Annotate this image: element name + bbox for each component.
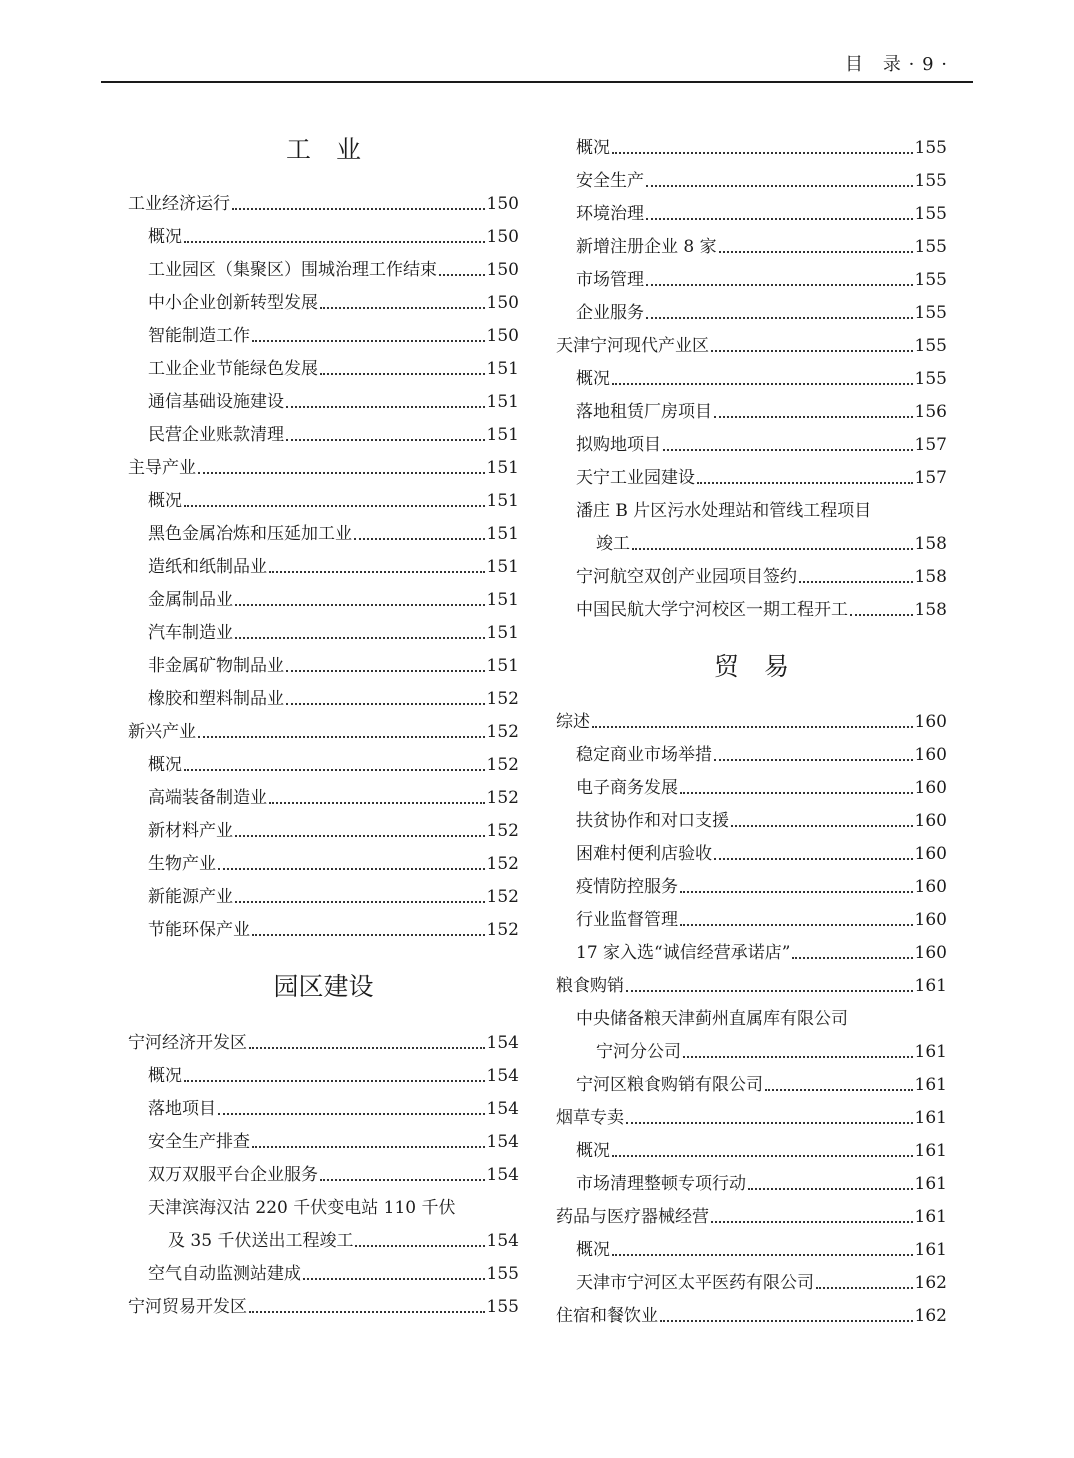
toc-entry[interactable] (556, 330, 947, 363)
page-number: 157 (914, 468, 947, 488)
entry-title: 天津宁河现代产业区 (556, 336, 709, 356)
dot-leader (719, 251, 913, 253)
page-number: 160 (914, 811, 947, 831)
dot-leader (626, 1122, 913, 1124)
dot-leader (232, 208, 485, 210)
toc-entry[interactable] (556, 396, 947, 429)
dot-leader (714, 858, 913, 860)
page-number: 155 (914, 237, 947, 257)
dot-leader (354, 538, 485, 540)
dot-leader (632, 548, 913, 550)
dot-leader (286, 703, 485, 705)
dot-leader (799, 581, 913, 583)
entry-title: 安全生产 (576, 171, 644, 191)
dot-leader (252, 934, 485, 936)
entry-title: 黑色金属冶炼和压延加工业 (148, 524, 352, 544)
toc-entry[interactable] (128, 782, 519, 815)
entry-title: 宁河航空双创产业园项目签约 (576, 567, 797, 587)
dot-leader (680, 891, 913, 893)
page-number: 154 (486, 1033, 519, 1053)
page-number: 155 (914, 171, 947, 191)
entry-title: 高端装备制造业 (148, 788, 267, 808)
page-number: 155 (914, 204, 947, 224)
page-number: 160 (914, 745, 947, 765)
toc-entry[interactable] (556, 297, 947, 330)
dot-leader (711, 350, 913, 352)
toc-entry[interactable] (556, 805, 947, 838)
entry-title: 新材料产业 (148, 821, 233, 841)
toc-entry[interactable] (556, 594, 947, 627)
toc-entry[interactable] (128, 1027, 519, 1060)
page-number: 150 (486, 260, 519, 280)
dot-leader (816, 1287, 913, 1289)
page-number: 152 (486, 689, 519, 709)
dot-leader (646, 317, 913, 319)
toc-entry[interactable] (128, 815, 519, 848)
page-number: 151 (486, 491, 519, 511)
page-number: 160 (914, 712, 947, 732)
toc-entry[interactable] (128, 452, 519, 485)
page-number: 154 (486, 1132, 519, 1152)
dot-leader (663, 449, 913, 451)
entry-title: 概况 (148, 227, 182, 247)
page-number: 154 (486, 1099, 519, 1119)
dot-leader (646, 185, 913, 187)
page-number: 150 (486, 293, 519, 313)
toc-entry[interactable] (128, 1093, 519, 1126)
dot-leader (355, 1245, 484, 1247)
page-number: 150 (486, 194, 519, 214)
toc-entry[interactable] (556, 429, 947, 462)
toc-entry[interactable] (556, 231, 947, 264)
page-number: 151 (486, 590, 519, 610)
entry-title: 生物产业 (148, 854, 216, 874)
entry-title: 环境治理 (576, 204, 644, 224)
dot-leader (235, 637, 485, 639)
entry-title: 概况 (576, 1240, 610, 1260)
dot-leader (765, 1089, 913, 1091)
toc-entry[interactable] (556, 1069, 947, 1102)
section-heading: 工 业 (285, 135, 361, 164)
toc-entry[interactable] (128, 914, 519, 947)
page-number: 160 (914, 844, 947, 864)
entry-title: 金属制品业 (148, 590, 233, 610)
entry-title: 智能制造工作 (148, 326, 250, 346)
entry-title: 造纸和纸制品业 (148, 557, 267, 577)
toc-entry[interactable] (128, 1225, 519, 1258)
entry-title: 工业园区（集聚区）围城治理工作结束 (148, 260, 437, 280)
entry-title: 拟购地项目 (576, 435, 661, 455)
dot-leader (612, 152, 913, 154)
page-number: 155 (914, 138, 947, 158)
dot-leader (714, 416, 913, 418)
page-number: 155 (486, 1297, 519, 1317)
entry-title: 综述 (556, 712, 590, 732)
page-number: 151 (486, 359, 519, 379)
page-number: 157 (914, 435, 947, 455)
page-number: 156 (914, 402, 947, 422)
dot-leader (439, 274, 485, 276)
toc-entry[interactable] (556, 970, 947, 1003)
entry-title: 天津滨海汉沽 220 千伏变电站 110 千伏 (148, 1198, 456, 1218)
dot-leader (303, 1278, 485, 1280)
entry-title: 潘庄 B 片区污水处理站和管线工程项目 (576, 501, 872, 521)
entry-title: 概况 (148, 1066, 182, 1086)
page-number: 152 (486, 854, 519, 874)
toc-entry[interactable] (128, 617, 519, 650)
toc-entry[interactable] (556, 838, 947, 871)
dot-leader (218, 868, 485, 870)
toc-entry[interactable] (128, 551, 519, 584)
toc-entry[interactable] (128, 254, 519, 287)
dot-leader (714, 759, 913, 761)
toc-entry[interactable] (128, 1126, 519, 1159)
page-number: 155 (914, 303, 947, 323)
toc-entry[interactable] (556, 706, 947, 739)
toc-entry[interactable] (556, 264, 947, 297)
entry-title: 新增注册企业 8 家 (576, 237, 717, 257)
entry-title: 市场清理整顿专项行动 (576, 1174, 746, 1194)
entry-title: 双万双服平台企业服务 (148, 1165, 318, 1185)
page-number: 155 (914, 270, 947, 290)
toc-entry[interactable] (128, 584, 519, 617)
toc-entry[interactable] (128, 1291, 519, 1324)
entry-title: 概况 (148, 491, 182, 511)
entry-title: 企业服务 (576, 303, 644, 323)
dot-leader (660, 1320, 913, 1322)
toc-entry[interactable] (556, 363, 947, 396)
entry-title: 困难村便利店验收 (576, 844, 712, 864)
page-number: 152 (486, 755, 519, 775)
toc-entry[interactable] (128, 485, 519, 518)
page-number: 160 (914, 943, 947, 963)
entry-title: 落地项目 (148, 1099, 216, 1119)
entry-title: 扶贫协作和对口支援 (576, 811, 729, 831)
entry-title: 宁河分公司 (596, 1042, 681, 1062)
toc-entry[interactable] (556, 1036, 947, 1069)
page-number: 161 (914, 976, 947, 996)
toc-entry[interactable] (128, 1060, 519, 1093)
toc-entry[interactable] (556, 1003, 947, 1036)
toc-entry[interactable] (128, 386, 519, 419)
toc-entry[interactable] (556, 561, 947, 594)
toc-entry[interactable] (128, 1192, 519, 1225)
toc-entry[interactable] (556, 937, 947, 970)
page-number: 161 (914, 1075, 947, 1095)
toc-entry[interactable] (556, 1201, 947, 1234)
dot-leader (235, 604, 485, 606)
entry-title: 新兴产业 (128, 722, 196, 742)
dot-leader (184, 505, 485, 507)
dot-leader (592, 726, 913, 728)
page-number: 160 (914, 877, 947, 897)
toc-entry[interactable] (128, 320, 519, 353)
toc-entry[interactable] (128, 188, 519, 221)
page-number: 152 (486, 887, 519, 907)
dot-leader (680, 792, 913, 794)
entry-title: 天宁工业园建设 (576, 468, 695, 488)
entry-title: 汽车制造业 (148, 623, 233, 643)
entry-title: 落地租赁厂房项目 (576, 402, 712, 422)
dot-leader (198, 736, 485, 738)
page-number: 152 (486, 821, 519, 841)
toc-entry[interactable] (128, 419, 519, 452)
page-number: 152 (486, 722, 519, 742)
dot-leader (612, 1254, 913, 1256)
toc-entry[interactable] (128, 1258, 519, 1291)
page-number: 150 (486, 326, 519, 346)
dot-leader (320, 1179, 485, 1181)
toc-entry[interactable] (556, 1168, 947, 1201)
dot-leader (235, 901, 485, 903)
dot-leader (252, 340, 485, 342)
toc-entry[interactable] (128, 353, 519, 386)
toc-entry[interactable] (556, 528, 947, 561)
page-number: 162 (914, 1273, 947, 1293)
toc-entry[interactable] (128, 650, 519, 683)
dot-leader (612, 383, 913, 385)
page-number: 150 (486, 227, 519, 247)
entry-title: 粮食购销 (556, 976, 624, 996)
page-number: 154 (486, 1231, 519, 1251)
entry-title: 工业企业节能绿色发展 (148, 359, 318, 379)
dot-leader (731, 825, 913, 827)
toc-entry[interactable] (556, 1300, 947, 1333)
dot-leader (711, 1221, 913, 1223)
toc-entry[interactable] (556, 1135, 947, 1168)
entry-title: 17 家入选“诚信经营承诺店” (576, 943, 791, 963)
dot-leader (697, 482, 913, 484)
dot-leader (218, 1113, 485, 1115)
toc-entry[interactable] (128, 1159, 519, 1192)
entry-title: 宁河贸易开发区 (128, 1297, 247, 1317)
entry-title: 空气自动监测站建成 (148, 1264, 301, 1284)
toc-entry[interactable] (128, 716, 519, 749)
entry-title: 中国民航大学宁河校区一期工程开工 (576, 600, 848, 620)
page-number: 155 (914, 336, 947, 356)
dot-leader (184, 241, 485, 243)
entry-title: 宁河区粮食购销有限公司 (576, 1075, 763, 1095)
toc-entry[interactable] (556, 1234, 947, 1267)
dot-leader (646, 218, 913, 220)
dot-leader (249, 1311, 485, 1313)
entry-title: 药品与医疗器械经营 (556, 1207, 709, 1227)
page-number: 158 (914, 600, 947, 620)
page-number: 151 (486, 392, 519, 412)
page-number: 152 (486, 788, 519, 808)
toc-entry[interactable] (556, 132, 947, 165)
toc-entry[interactable] (128, 881, 519, 914)
entry-title: 疫情防控服务 (576, 877, 678, 897)
page-number: 151 (486, 623, 519, 643)
dot-leader (748, 1188, 913, 1190)
dot-leader (252, 1146, 485, 1148)
page-number: 161 (914, 1108, 947, 1128)
page-number: 158 (914, 567, 947, 587)
dot-leader (792, 957, 912, 959)
page-number: 155 (486, 1264, 519, 1284)
toc-entry[interactable] (128, 287, 519, 320)
dot-leader (320, 373, 485, 375)
section-heading: 园区建设 (273, 972, 374, 1001)
toc-entry[interactable] (556, 165, 947, 198)
page-number: 162 (914, 1306, 947, 1326)
entry-title: 烟草专卖 (556, 1108, 624, 1128)
running-header: 目 录 · 9 · (844, 54, 948, 75)
page-number: 151 (486, 425, 519, 445)
toc-entry[interactable] (128, 221, 519, 254)
entry-title: 安全生产排查 (148, 1132, 250, 1152)
dot-leader (269, 802, 485, 804)
page-number: 151 (486, 524, 519, 544)
dot-leader (184, 1080, 485, 1082)
dot-leader (850, 614, 913, 616)
dot-leader (286, 406, 485, 408)
entry-title: 新能源产业 (148, 887, 233, 907)
toc-entry[interactable] (128, 848, 519, 881)
header-rule (101, 81, 973, 83)
entry-title: 中央储备粮天津蓟州直属库有限公司 (576, 1009, 848, 1029)
page-number: 161 (914, 1240, 947, 1260)
toc-entry[interactable] (128, 518, 519, 551)
toc-entry[interactable] (128, 683, 519, 716)
page-number: 158 (914, 534, 947, 554)
toc-entry[interactable] (556, 462, 947, 495)
entry-title: 宁河经济开发区 (128, 1033, 247, 1053)
page-number: 161 (914, 1141, 947, 1161)
dot-leader (626, 990, 913, 992)
dot-leader (286, 670, 485, 672)
entry-title: 工业经济运行 (128, 194, 230, 214)
page-number: 154 (486, 1165, 519, 1185)
toc-entry[interactable] (556, 739, 947, 772)
entry-title: 中小企业创新转型发展 (148, 293, 318, 313)
page-number: 161 (914, 1174, 947, 1194)
entry-title: 电子商务发展 (576, 778, 678, 798)
entry-title: 天津市宁河区太平医药有限公司 (576, 1273, 814, 1293)
dot-leader (269, 571, 485, 573)
toc-entry[interactable] (556, 198, 947, 231)
entry-title: 概况 (576, 138, 610, 158)
entry-title: 主导产业 (128, 458, 196, 478)
entry-title: 概况 (576, 1141, 610, 1161)
dot-leader (235, 835, 485, 837)
dot-leader (646, 284, 913, 286)
dot-leader (683, 1056, 913, 1058)
dot-leader (680, 924, 913, 926)
entry-title: 住宿和餐饮业 (556, 1306, 658, 1326)
dot-leader (249, 1047, 485, 1049)
entry-title: 稳定商业市场举措 (576, 745, 712, 765)
page-number: 154 (486, 1066, 519, 1086)
entry-title: 及 35 千伏送出工程竣工 (168, 1231, 354, 1251)
toc-entry[interactable] (556, 1102, 947, 1135)
dot-leader (198, 472, 485, 474)
entry-title: 橡胶和塑料制品业 (148, 689, 284, 709)
entry-title: 市场管理 (576, 270, 644, 290)
page-number: 160 (914, 778, 947, 798)
dot-leader (286, 439, 485, 441)
toc-entry[interactable] (128, 749, 519, 782)
toc-entry[interactable] (556, 495, 947, 528)
section-heading: 贸 易 (713, 652, 789, 681)
entry-title: 非金属矿物制品业 (148, 656, 284, 676)
page-number: 161 (914, 1207, 947, 1227)
entry-title: 竣工 (596, 534, 630, 554)
entry-title: 节能环保产业 (148, 920, 250, 940)
dot-leader (320, 307, 485, 309)
toc-entry[interactable] (556, 871, 947, 904)
page-number: 151 (486, 656, 519, 676)
toc-entry[interactable] (556, 1267, 947, 1300)
entry-title: 民营企业账款清理 (148, 425, 284, 445)
toc-entry[interactable] (556, 904, 947, 937)
entry-title: 概况 (148, 755, 182, 775)
toc-entry[interactable] (556, 772, 947, 805)
page-number: 151 (486, 458, 519, 478)
page-number: 155 (914, 369, 947, 389)
dot-leader (612, 1155, 913, 1157)
page-number: 160 (914, 910, 947, 930)
page-number: 152 (486, 920, 519, 940)
page-number: 151 (486, 557, 519, 577)
page-number: 161 (914, 1042, 947, 1062)
entry-title: 通信基础设施建设 (148, 392, 284, 412)
entry-title: 概况 (576, 369, 610, 389)
entry-title: 行业监督管理 (576, 910, 678, 930)
dot-leader (184, 769, 485, 771)
